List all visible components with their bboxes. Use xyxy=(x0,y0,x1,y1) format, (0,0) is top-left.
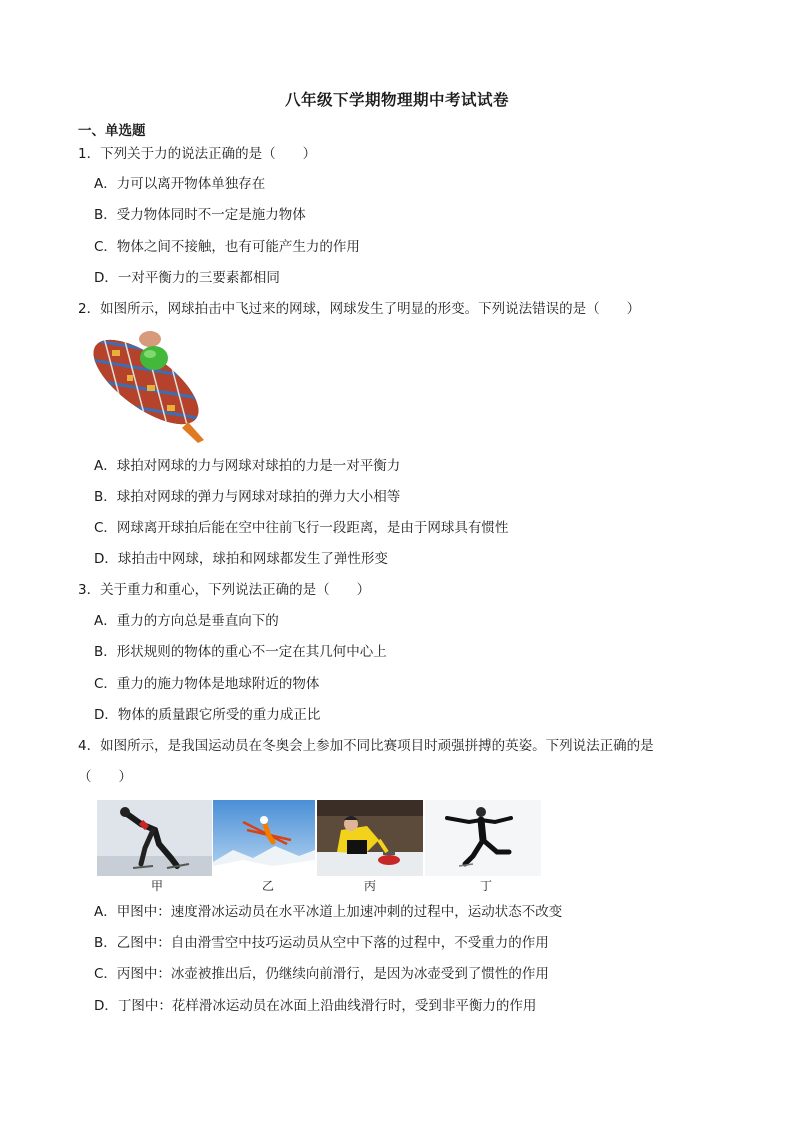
page-title: 八年级下学期物理期中考试试卷 xyxy=(284,91,509,109)
section-heading: 一、单选题 xyxy=(78,123,146,139)
question-4-option-b: B．乙图中：自由滑雪空中技巧运动员从空中下落的过程中，不受重力的作用 xyxy=(94,935,549,951)
question-3-option-a: A．重力的方向总是垂直向下的 xyxy=(94,613,279,629)
question-4-stem: 4．如图所示，是我国运动员在冬奥会上参加不同比赛项目时顽强拼搏的英姿。下列说法正确的是 xyxy=(78,738,654,754)
question-4-option-c: C．丙图中：冰壶被推出后，仍继续向前滑行，是因为冰壶受到了惯性的作用 xyxy=(94,966,549,982)
question-2-option-d: D．球拍击中网球，球拍和网球都发生了弹性形变 xyxy=(94,551,388,567)
figure-caption-bing: 丙 xyxy=(364,879,377,893)
question-3-stem: 3．关于重力和重心，下列说法正确的是（ ） xyxy=(78,582,371,598)
question-3-option-b: B．形状规则的物体的重心不一定在其几何中心上 xyxy=(94,644,387,660)
question-1-option-c: C．物体之间不接触，也有可能产生力的作用 xyxy=(94,239,360,255)
question-1-option-d: D．一对平衡力的三要素都相同 xyxy=(94,270,280,286)
curling-player-image xyxy=(317,800,423,876)
tennis-racket-image xyxy=(92,330,210,444)
question-4-option-a: A．甲图中：速度滑冰运动员在水平冰道上加速冲刺的过程中，运动状态不改变 xyxy=(94,904,563,920)
aerial-skier-image xyxy=(213,800,315,876)
speed-skater-image xyxy=(97,800,212,876)
question-4-stem-continued: （ ） xyxy=(78,769,132,785)
figure-caption-ding: 丁 xyxy=(480,879,493,893)
question-4-option-d: D．丁图中：花样滑冰运动员在冰面上沿曲线滑行时，受到非平衡力的作用 xyxy=(94,998,537,1014)
figure-caption-yi: 乙 xyxy=(262,879,275,893)
question-3-option-c: C．重力的施力物体是地球附近的物体 xyxy=(94,676,320,692)
question-2-option-b: B．球拍对网球的弹力与网球对球拍的弹力大小相等 xyxy=(94,489,401,505)
question-2-option-a: A．球拍对网球的力与网球对球拍的力是一对平衡力 xyxy=(94,458,401,474)
figure-skater-image xyxy=(425,800,541,876)
question-2-stem: 2．如图所示，网球拍击中飞过来的网球，网球发生了明显的形变。下列说法错误的是（ ） xyxy=(78,301,641,317)
figure-caption-jia: 甲 xyxy=(151,879,164,893)
question-1-stem: 1．下列关于力的说法正确的是（ ） xyxy=(78,146,317,162)
question-1-option-a: A．力可以离开物体单独存在 xyxy=(94,176,266,192)
question-3-option-d: D．物体的质量跟它所受的重力成正比 xyxy=(94,707,321,723)
question-2-option-c: C．网球离开球拍后能在空中往前飞行一段距离，是由于网球具有惯性 xyxy=(94,520,509,536)
question-1-option-b: B．受力物体同时不一定是施力物体 xyxy=(94,207,306,223)
